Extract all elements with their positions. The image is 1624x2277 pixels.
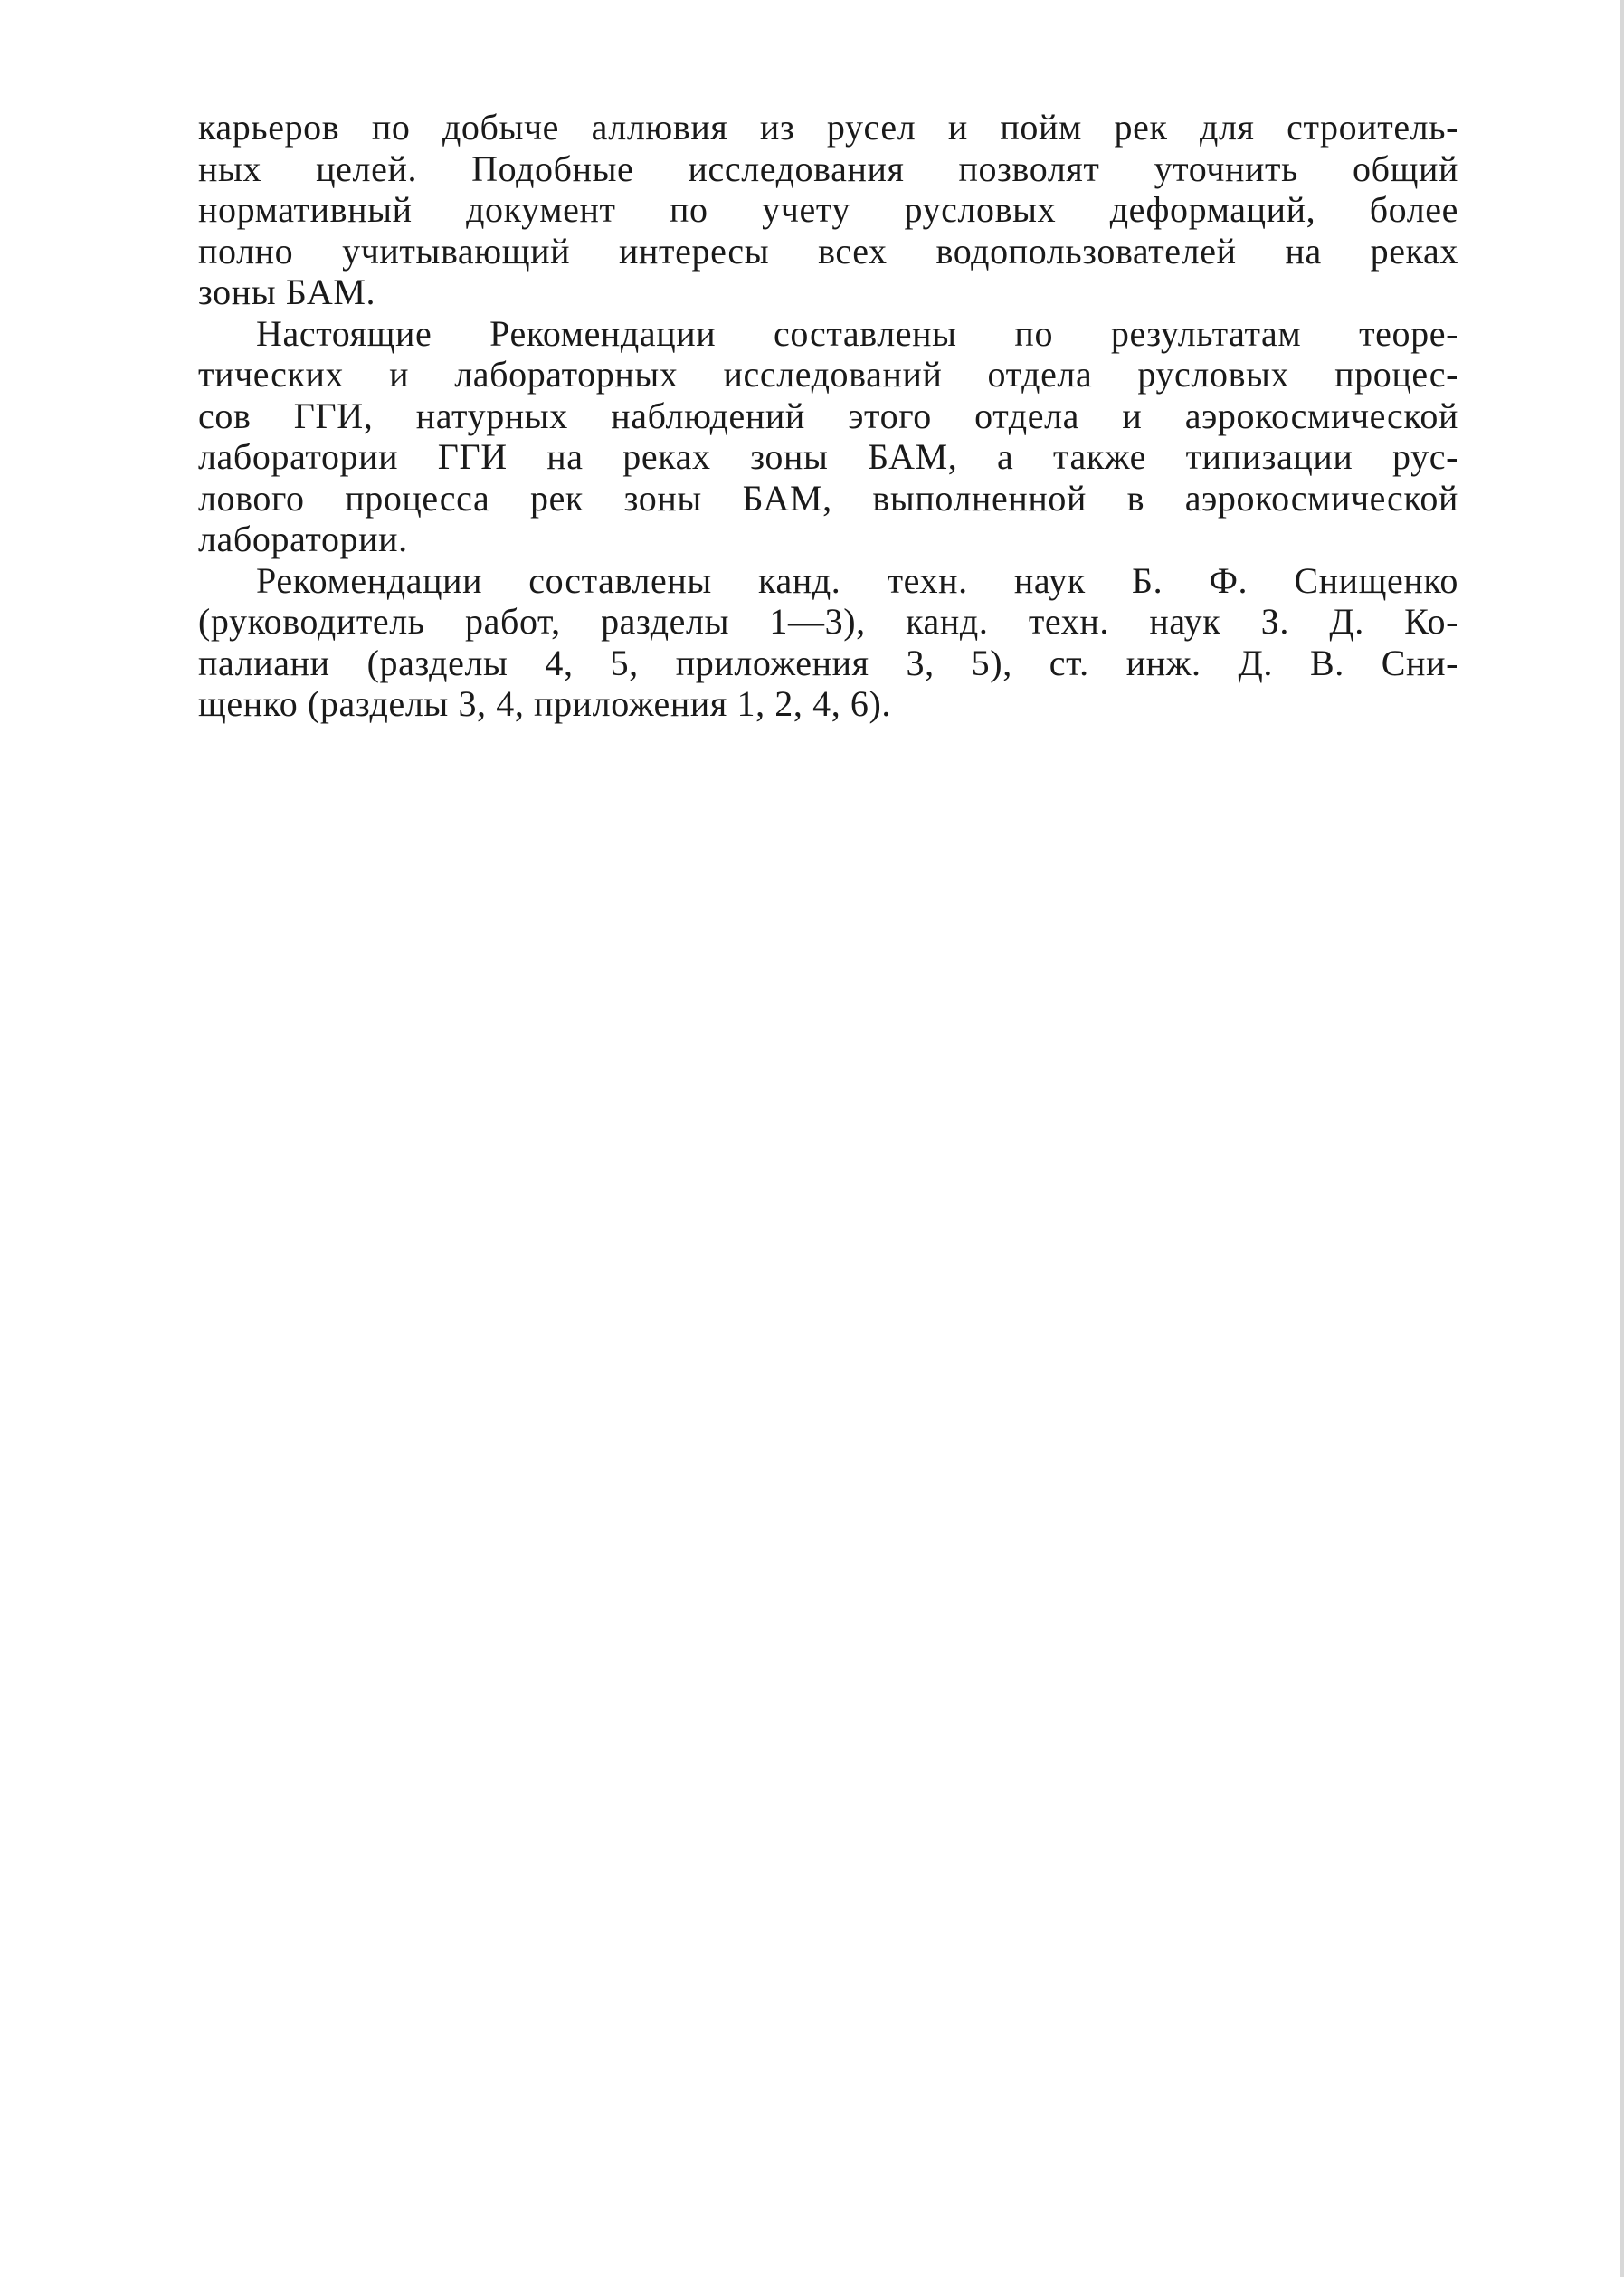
text-line: щенко (разделы 3, 4, приложения 1, 2, 4, 6). [198,683,892,724]
text-line: (руководитель работ, разделы 1—3), канд. техн. наук З. Д. Ко- [198,601,1458,642]
paragraph-1 [198,107,1458,313]
text-line: ных целей. Подобные исследования позволят уточнить общий [198,148,1458,189]
text-line: тических и лабораторных исследований отдела русловых процес- [198,354,1458,395]
text-line: зоны БАМ. [198,272,376,312]
text-line: Настоящие Рекомендации составлены по результатам теоре- [256,312,1458,354]
text-line: нормативный документ по учету русловых деформаций, более [198,189,1458,230]
text-line: палиани (разделы 4, 5, приложения 3, 5), ст. инж. Д. В. Сни- [198,642,1458,683]
text-line: лового процесса рек зоны БАМ, выполненной в аэрокосмической [198,477,1458,519]
text-line: лаборатории. [198,519,408,559]
text-line: полно учитывающий интересы всех водопользователей на реках [198,230,1458,272]
text-line: лаборатории ГГИ на реках зоны БАМ, а также типизации рус- [198,436,1458,477]
text-line: Рекомендации составлены канд. техн. наук Б. Ф. Снищенко [256,559,1458,601]
paragraph-3 [198,560,1458,725]
body-text [198,107,1458,725]
text-line: карьеров по добыче аллювия из русел и пойм рек для строитель- [198,107,1458,148]
page-edge-shadow [1620,0,1624,2277]
paragraph-2 [198,313,1458,560]
text-line: сов ГГИ, натурных наблюдений этого отдела и аэрокосмической [198,395,1458,436]
